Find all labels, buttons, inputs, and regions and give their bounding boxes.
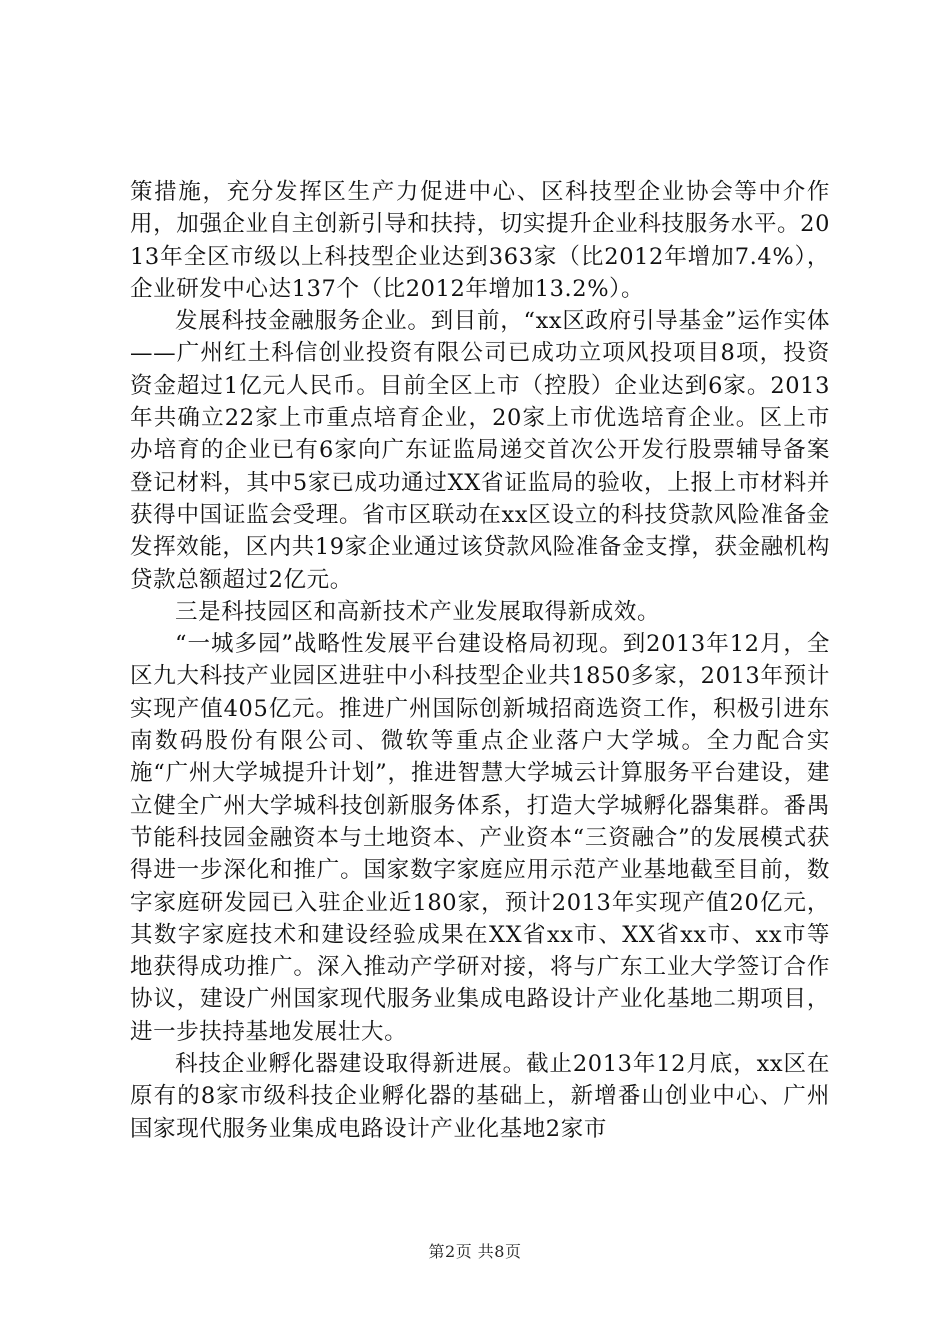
paragraph-tech-finance: 发展科技金融服务企业。到目前，“xx区政府引导基金”运作实体——广州红土科信创业投资有限公司已成功立项风投项目8项，投资资金超过1亿元人民币。目前全区上市（控股）企业达到6家。2013年共确立22家上市重点培育企业，20家上市优选培育企业。区上市办培育的企业已有6家向广东证监局递交首次公开发行股票辅导备案登记材料，其中5家已成功通过XX省证监局的验收，上报上市材料并获得中国证监会受理。省市区联动在xx区设立的科技贷款风险准备金发挥效能，区内共19家企业通过该贷款风险准备金支撑，获金融机构贷款总额超过2亿元。 (130, 308, 830, 593)
page-number-footer: 第2页 共8页 (428, 1242, 522, 1261)
paragraph-heading-tech-parks: 三是科技园区和高新技术产业发展取得新成效。 (175, 598, 661, 625)
document-body (130, 176, 830, 1145)
paragraph-continuation: 策措施，充分发挥区生产力促进中心、区科技型企业协会等中介作用，加强企业自主创新引导和扶持，切实提升企业科技服务水平。2013年全区市级以上科技型企业达到363家（比2012年增加7.4%），企业研发中心达137个（比2012年增加13.2%）。 (130, 179, 830, 302)
paragraph-one-city-many-parks: “一城多园”战略性发展平台建设格局初现。到2013年12月，全区九大科技产业园区进驻中小科技型企业共1850多家，2013年预计实现产值405亿元。推进广州国际创新城招商选资工作，积极引进东南数码股份有限公司、微软等重点企业落户大学城。全力配合实施“广州大学城提升计划”，推进智慧大学城云计算服务平台建设，建立健全广州大学城科技创新服务体系，打造大学城孵化器集群。番禺节能科技园金融资本与土地资本、产业资本“三资融合”的发展模式获得进一步深化和推广。国家数字家庭应用示范产业基地截至目前，数字家庭研发园已入驻企业近180家，预计2013年实现产值20亿元，其数字家庭技术和建设经验成果在XX省xx市、XX省xx市、xx市等地获得成功推广。深入推动产学研对接，将与广东工业大学签订合作协议，建设广州国家现代服务业集成电路设计产业化基地二期项目，进一步扶持基地发展壮大。 (130, 631, 830, 1045)
paragraph-incubators: 科技企业孵化器建设取得新进展。截止2013年12月底，xx区在原有的8家市级科技企业孵化器的基础上，新增番山创业中心、广州国家现代服务业集成电路设计产业化基地2家市 (130, 1051, 830, 1142)
